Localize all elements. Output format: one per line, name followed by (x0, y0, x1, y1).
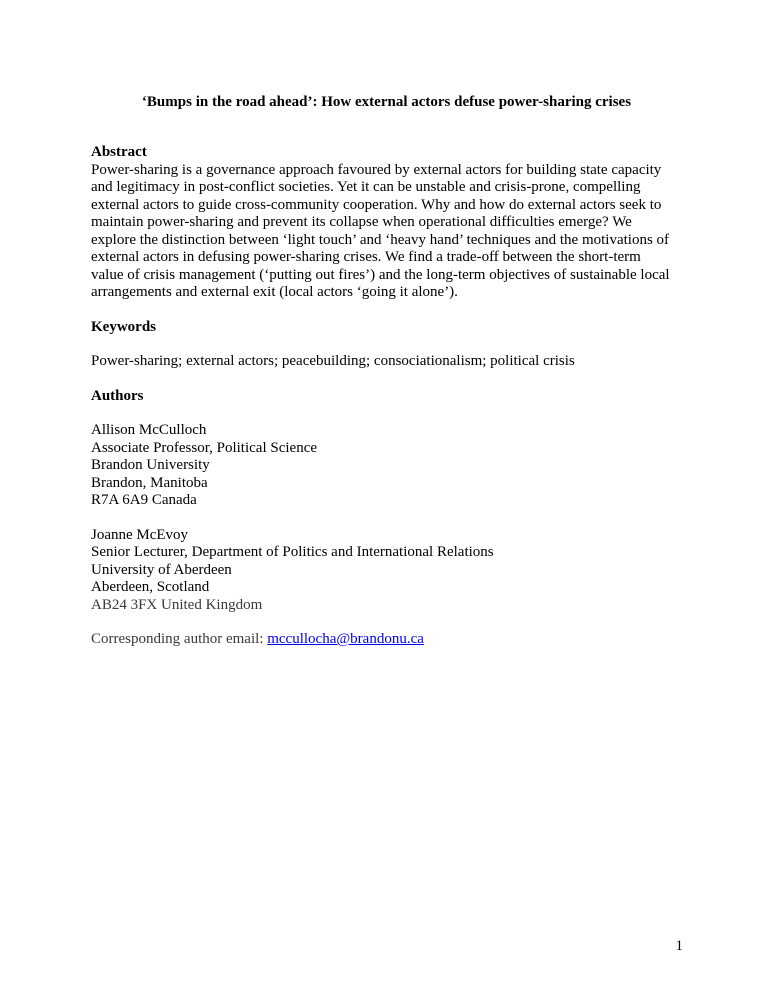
author-postal: AB24 3FX United Kingdom (91, 596, 263, 613)
abstract-line: and legitimacy in post-conflict societies. Yet it can be unstable and crisis-prone, compelling (91, 179, 641, 195)
abstract-line: external actors to guide cross-community cooperation. Why and how do external actors seek to (91, 196, 662, 213)
author-name: Allison McCulloch (91, 422, 207, 438)
author-institution: Brandon University (91, 457, 210, 473)
author-position: Associate Professor, Political Science (91, 439, 318, 456)
corresponding-author (91, 631, 691, 649)
author-city: Brandon, Manitoba (91, 474, 208, 491)
author-block (91, 527, 691, 615)
abstract-line: arrangements and external exit (local actors ‘going it alone’). (91, 284, 458, 300)
paper-title: ‘Bumps in the road ahead’: How external actors defuse power-sharing crises (141, 94, 632, 110)
abstract-section (91, 144, 691, 302)
author-name: Joanne McEvoy (91, 526, 189, 543)
abstract-line: explore the distinction between ‘light touch’ and ‘heavy hand’ techniques and the motivations of (91, 231, 670, 248)
keywords-heading: Keywords (91, 318, 156, 335)
abstract-line: external actors in defusing power-sharing crises. We find a trade-off between the short-term (91, 249, 641, 265)
corresponding-label: Corresponding author email: (91, 631, 268, 647)
front-matter (91, 144, 691, 649)
abstract-line: maintain power-sharing and prevent its collapse when operational difficulties emerge? We (91, 214, 632, 230)
authors-heading: Authors (91, 387, 144, 404)
author-position: Senior Lecturer, Department of Politics and International Relations (91, 544, 494, 560)
page-number: 1 (675, 938, 683, 954)
abstract-line: Power-sharing is a governance approach favoured by external actors for building state capacity (91, 161, 662, 178)
author-postal: R7A 6A9 Canada (91, 492, 197, 508)
author-institution: University of Aberdeen (91, 561, 232, 578)
abstract-line: value of crisis management (‘putting out fires’) and the long-term objectives of sustainable local (91, 266, 670, 283)
author-city: Aberdeen, Scotland (91, 579, 210, 595)
corresponding-email-link[interactable]: mccullocha@brandonu.ca (267, 631, 424, 647)
authors-section (91, 388, 691, 615)
abstract-heading: Abstract (91, 144, 147, 160)
author-block (91, 422, 691, 510)
keywords-section (91, 319, 691, 371)
keywords-text: Power-sharing; external actors; peacebuilding; consociationalism; political crisis (91, 353, 575, 369)
